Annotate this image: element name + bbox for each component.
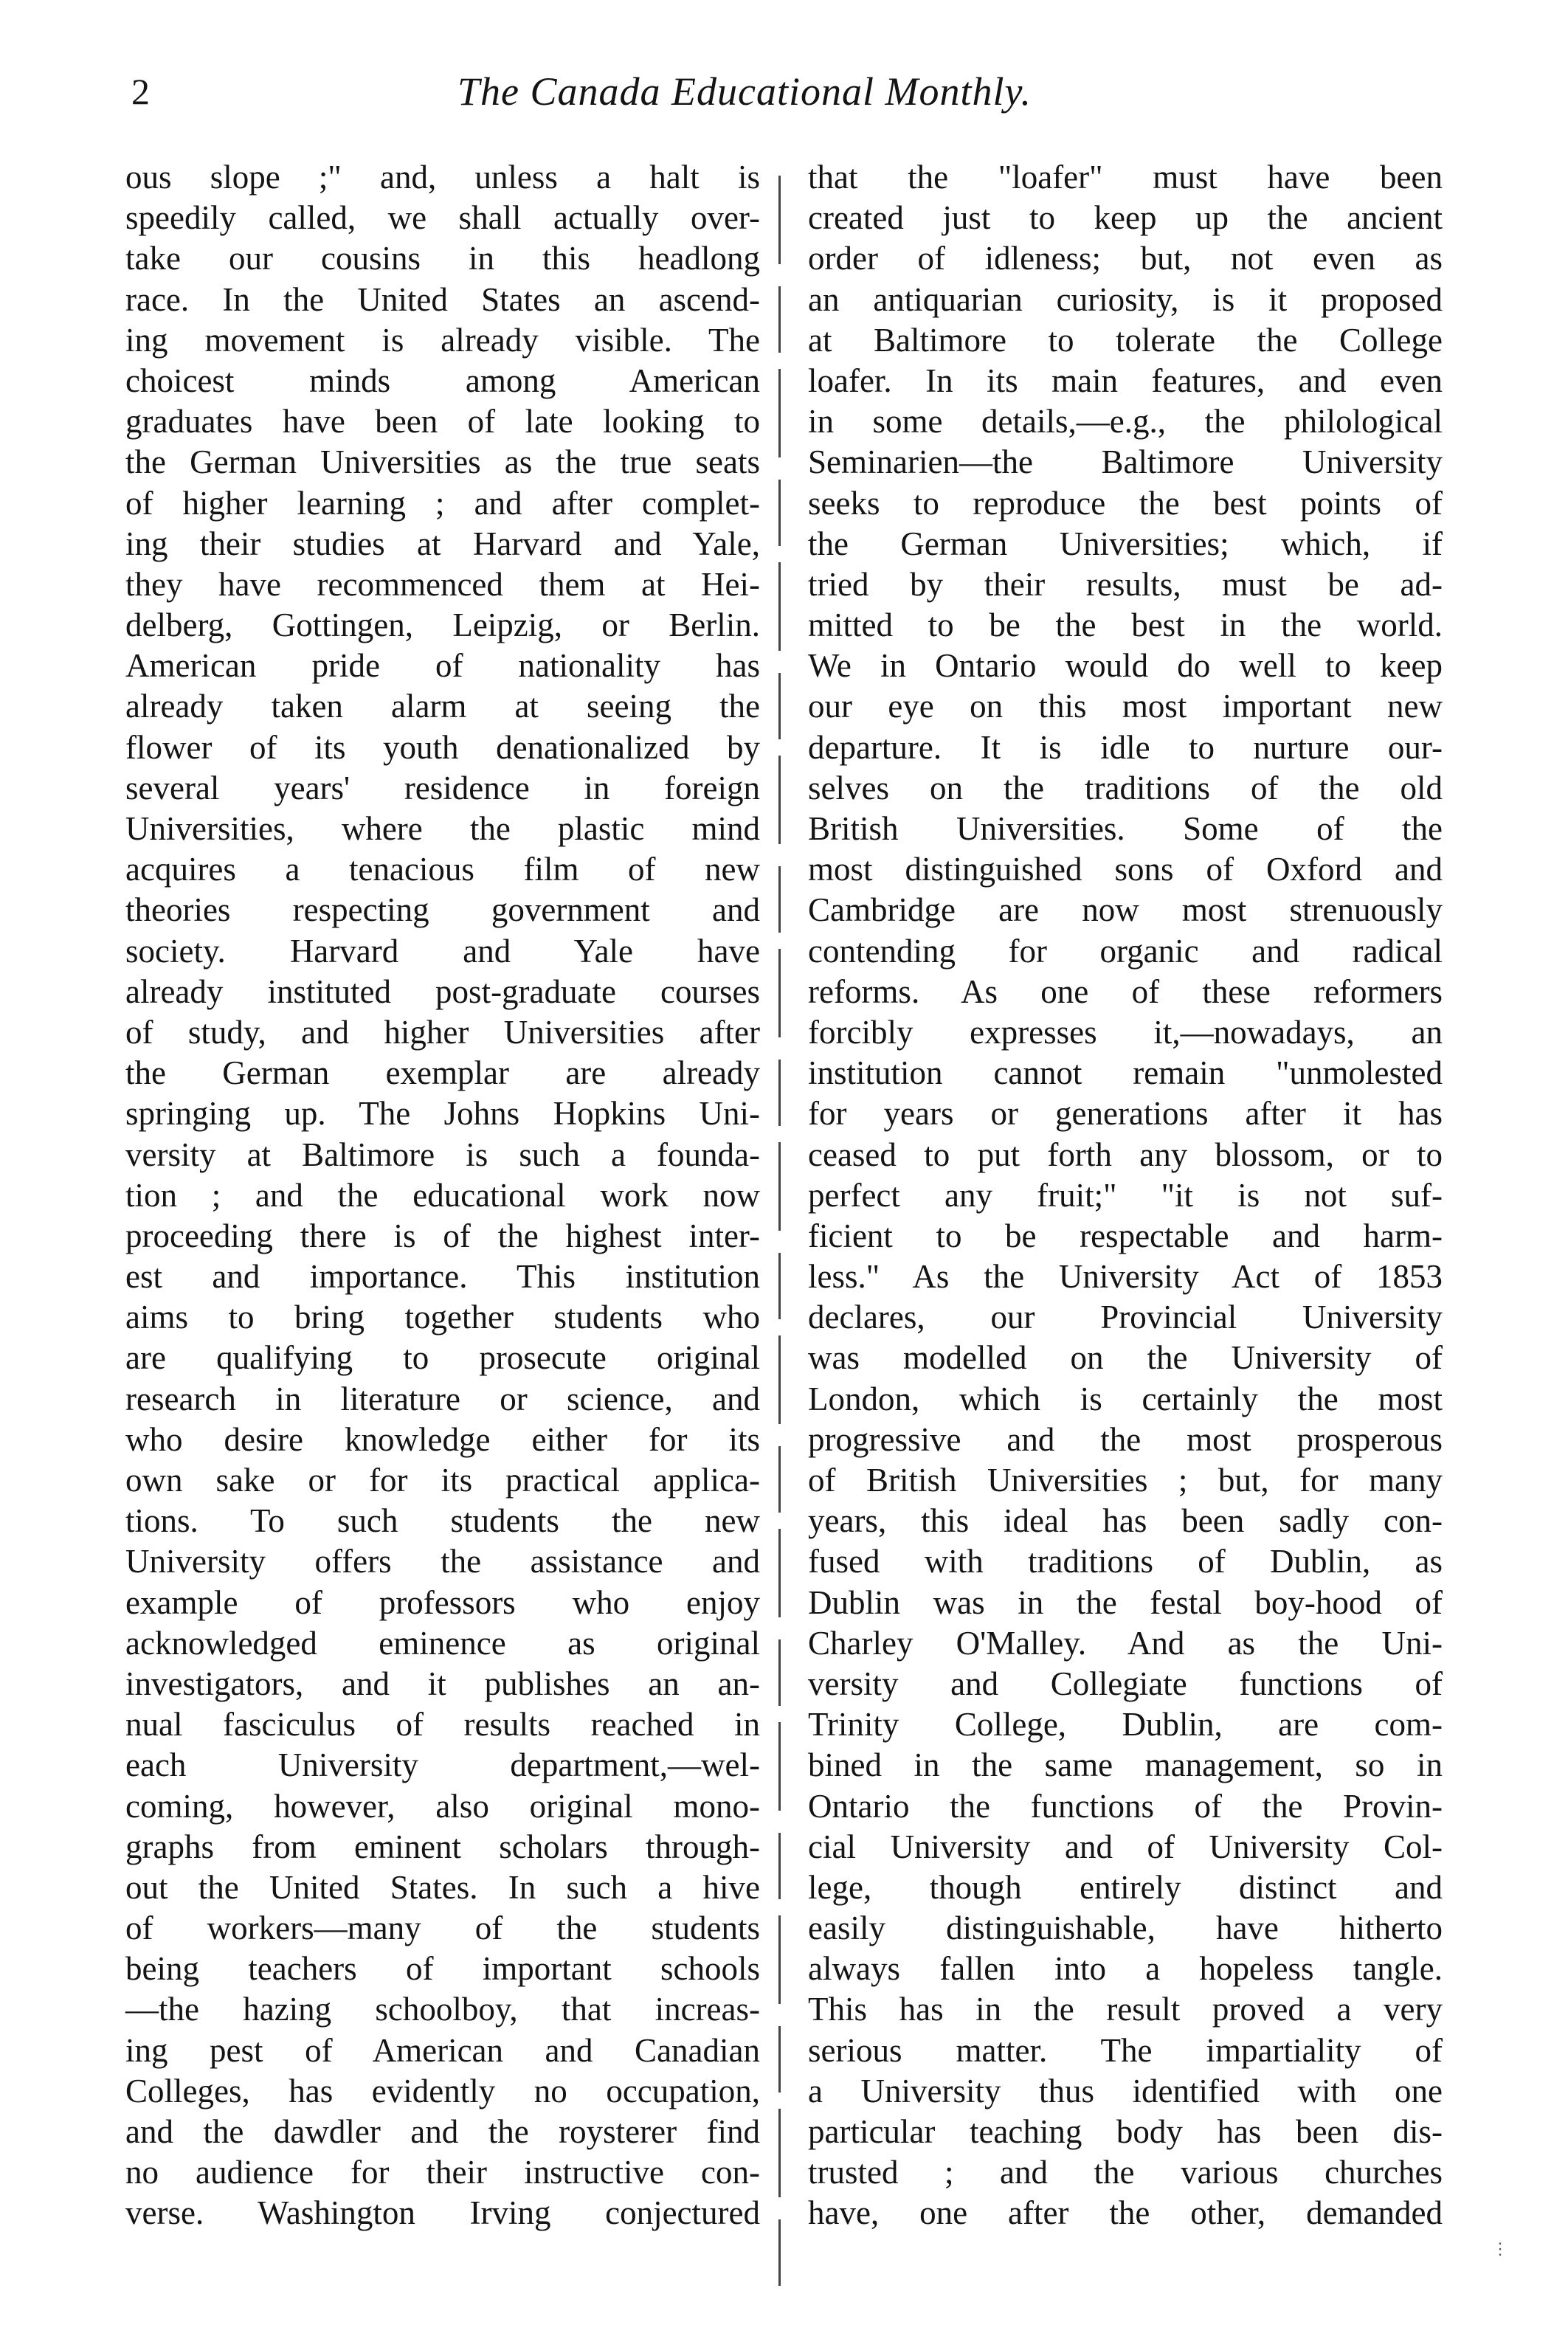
text-line: tion ; and the educational work now (125, 1176, 760, 1214)
text-line: Charley O'Malley. And as the Uni- (808, 1624, 1443, 1662)
text-line: departure. It is idle to nurture our- (808, 728, 1443, 766)
left-column (125, 157, 760, 2234)
text-line: contending for organic and radical (808, 932, 1443, 970)
text-line: for years or generations after it has (808, 1095, 1443, 1133)
text-line: no audience for their instructive con- (125, 2154, 760, 2191)
text-line: the German Universities; which, if (808, 525, 1443, 562)
text-line: We in Ontario would do well to keep (808, 647, 1443, 685)
text-line: tried by their results, must be ad- (808, 565, 1443, 603)
text-line: perfect any fruit;" "it is not suf- (808, 1176, 1443, 1214)
text-line: a University thus identified with one (808, 2072, 1443, 2109)
text-line: acknowledged eminence as original (125, 1624, 760, 1662)
text-line: they have recommenced them at Hei- (125, 565, 760, 603)
text-line: British Universities. Some of the (808, 810, 1443, 847)
text-line: created just to keep up the ancient (808, 199, 1443, 237)
text-line: flower of its youth denationalized by (125, 728, 760, 766)
text-line: particular teaching body has been dis- (808, 2113, 1443, 2150)
text-line: Cambridge are now most strenuously (808, 891, 1443, 929)
text-line: This has in the result proved a very (808, 1991, 1443, 2028)
text-line: bined in the same management, so in (808, 1746, 1443, 1784)
running-head: The Canada Educational Monthly. (457, 69, 1032, 114)
text-line: speedily called, we shall actually over- (125, 199, 760, 237)
text-line: most distinguished sons of Oxford and (808, 851, 1443, 888)
text-line: of higher learning ; and after complet- (125, 484, 760, 522)
page-number: 2 (131, 71, 150, 112)
text-line: London, which is certainly the most (808, 1380, 1443, 1417)
text-line: graduates have been of late looking to (125, 403, 760, 440)
text-line: ing their studies at Harvard and Yale, (125, 525, 760, 562)
text-line: always fallen into a hopeless tangle. (808, 1950, 1443, 1988)
text-line: loafer. In its main features, and even (808, 362, 1443, 399)
text-line: of workers—many of the students (125, 1910, 760, 1947)
text-line: race. In the United States an ascend- (125, 280, 760, 318)
text-line: ficient to be respectable and harm- (808, 1217, 1443, 1254)
text-line: springing up. The Johns Hopkins Uni- (125, 1095, 760, 1133)
text-line: example of professors who enjoy (125, 1583, 760, 1621)
text-line: delberg, Gottingen, Leipzig, or Berlin. (125, 607, 760, 644)
text-line: Seminarien—the Baltimore University (808, 443, 1443, 481)
text-line: progressive and the most prosperous (808, 1420, 1443, 1458)
text-line: graphs from eminent scholars through- (125, 1828, 760, 1865)
text-line: Colleges, has evidently no occupation, (125, 2072, 760, 2109)
text-line: University offers the assistance and (125, 1543, 760, 1580)
text-line: at Baltimore to tolerate the College (808, 321, 1443, 359)
text-line: aims to bring together students who (125, 1299, 760, 1336)
text-line: coming, however, also original mono- (125, 1787, 760, 1825)
text-line: society. Harvard and Yale have (125, 932, 760, 970)
text-line: lege, though entirely distinct and (808, 1868, 1443, 1906)
column-rule (778, 176, 781, 2301)
text-line: selves on the traditions of the old (808, 769, 1443, 806)
text-line: serious matter. The impartiality of (808, 2031, 1443, 2069)
text-line: est and importance. This institution (125, 1258, 760, 1296)
text-line: easily distinguishable, have hitherto (808, 1910, 1443, 1947)
text-line: order of idleness; but, not even as (808, 240, 1443, 277)
text-line: have, one after the other, demanded (808, 2194, 1443, 2232)
text-line: ceased to put forth any blossom, or to (808, 1136, 1443, 1173)
text-line: being teachers of important schools (125, 1950, 760, 1988)
text-line: proceeding there is of the highest inter- (125, 1217, 760, 1254)
text-line: several years' residence in foreign (125, 769, 760, 806)
text-line: trusted ; and the various churches (808, 2154, 1443, 2191)
text-line: forcibly expresses it,—nowadays, an (808, 1013, 1443, 1051)
text-line: was modelled on the University of (808, 1339, 1443, 1377)
text-line: already taken alarm at seeing the (125, 688, 760, 725)
text-line: versity at Baltimore is such a founda- (125, 1136, 760, 1173)
text-line: less." As the University Act of 1853 (808, 1258, 1443, 1296)
page-speck: ⋮ (1492, 2239, 1508, 2258)
text-line: tions. To such students the new (125, 1502, 760, 1540)
text-line: each University department,—wel- (125, 1746, 760, 1784)
text-line: years, this ideal has been sadly con- (808, 1502, 1443, 1540)
right-column (808, 157, 1443, 2234)
text-line: ing movement is already visible. The (125, 321, 760, 359)
text-line: cial University and of University Col- (808, 1828, 1443, 1865)
text-line: verse. Washington Irving conjectured (125, 2194, 760, 2232)
text-line: the German exemplar are already (125, 1054, 760, 1092)
text-line: fused with traditions of Dublin, as (808, 1543, 1443, 1580)
text-line: are qualifying to prosecute original (125, 1339, 760, 1377)
text-line: take our cousins in this headlong (125, 240, 760, 277)
text-line: acquires a tenacious film of new (125, 851, 760, 888)
text-line: an antiquarian curiosity, is it proposed (808, 280, 1443, 318)
text-line: that the "loafer" must have been (808, 159, 1443, 196)
text-line: Ontario the functions of the Provin- (808, 1787, 1443, 1825)
text-line: American pride of nationality has (125, 647, 760, 685)
text-line: who desire knowledge either for its (125, 1420, 760, 1458)
text-line: ous slope ;" and, unless a halt is (125, 159, 760, 196)
text-line: Dublin was in the festal boy-hood of (808, 1583, 1443, 1621)
text-line: of British Universities ; but, for many (808, 1462, 1443, 1499)
text-line: —the hazing schoolboy, that increas- (125, 1991, 760, 2028)
text-line: investigators, and it publishes an an- (125, 1665, 760, 1702)
text-line: declares, our Provincial University (808, 1299, 1443, 1336)
text-line: research in literature or science, and (125, 1380, 760, 1417)
text-line: seeks to reproduce the best points of (808, 484, 1443, 522)
text-line: our eye on this most important new (808, 688, 1443, 725)
text-line: in some details,—e.g., the philological (808, 403, 1443, 440)
text-line: already instituted post-graduate courses (125, 972, 760, 1010)
text-line: Universities, where the plastic mind (125, 810, 760, 847)
text-line: out the United States. In such a hive (125, 1868, 760, 1906)
text-line: versity and Collegiate functions of (808, 1665, 1443, 1702)
text-line: the German Universities as the true seats (125, 443, 760, 481)
text-line: choicest minds among American (125, 362, 760, 399)
text-line: own sake or for its practical applica- (125, 1462, 760, 1499)
text-line: nual fasciculus of results reached in (125, 1706, 760, 1744)
text-line: institution cannot remain "unmolested (808, 1054, 1443, 1092)
text-line: of study, and higher Universities after (125, 1013, 760, 1051)
text-line: and the dawdler and the roysterer find (125, 2113, 760, 2150)
text-line: reforms. As one of these reformers (808, 972, 1443, 1010)
text-line: ing pest of American and Canadian (125, 2031, 760, 2069)
text-line: mitted to be the best in the world. (808, 607, 1443, 644)
text-line: theories respecting government and (125, 891, 760, 929)
text-line: Trinity College, Dublin, are com- (808, 1706, 1443, 1744)
